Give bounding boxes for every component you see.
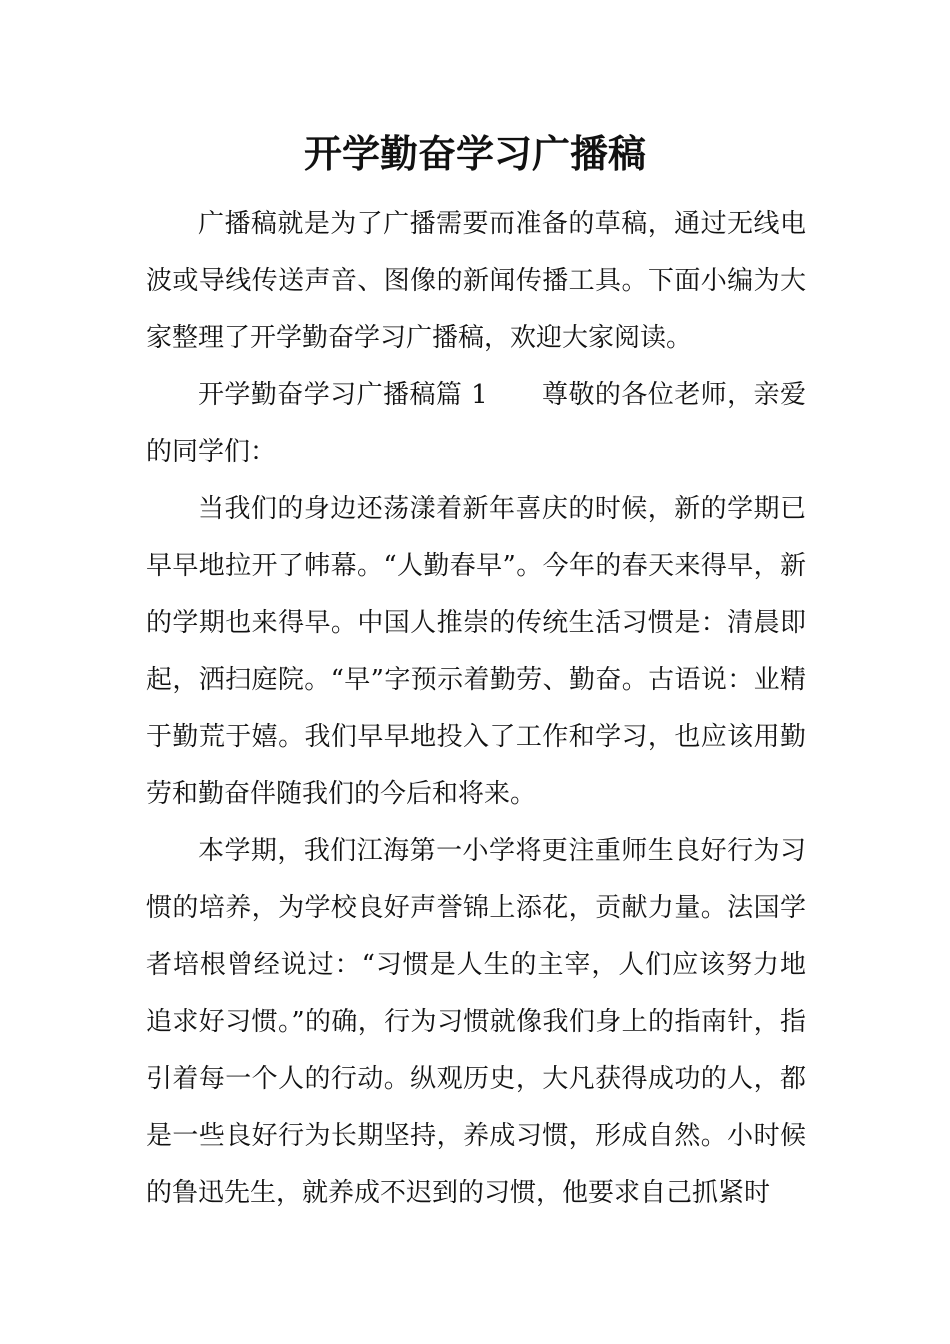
document-title: 开学勤奋学习广播稿 <box>303 131 646 176</box>
paragraph-habits: 本学期，我们江海第一小学将更注重师生良好行为习惯的培养，为学校良好声誉锦上添花，贡献力量。法国学者培根曾经说过：“习惯是人生的主宰，人们应该努力地追求好习惯。”的确，行为习惯就像我们身上的指南针，指引着每一个人的行动。纵观历史，大凡获得成功的人，都是一些良好行为长期坚持，养成习惯，形成自然。小时候的鲁迅先生，就养成不迟到的习惯，他要求自己抓紧时 <box>146 836 806 1208</box>
paragraph-intro: 广播稿就是为了广播需要而准备的草稿，通过无线电波或导线传送声音、图像的新闻传播工具。下面小编为大家整理了开学勤奋学习广播稿，欢迎大家阅读。 <box>146 209 806 353</box>
paragraph-section-heading <box>146 367 806 481</box>
document-body <box>146 196 806 1222</box>
section-greeting: 尊敬的各位老师，亲爱的同学们： <box>146 380 806 467</box>
paragraph-new-term: 当我们的身边还荡漾着新年喜庆的时候，新的学期已早早地拉开了帏幕。“人勤春早”。今年的春天来得早，新的学期也来得早。中国人推崇的传统生活习惯是：清晨即起，洒扫庭院。“早”字预示着勤劳、勤奋。古语说：业精于勤荒于嬉。我们早早地投入了工作和学习，也应该用勤劳和勤奋伴随我们的今后和将来。 <box>146 494 806 809</box>
section-heading: 开学勤奋学习广播稿篇 1 <box>198 380 488 410</box>
